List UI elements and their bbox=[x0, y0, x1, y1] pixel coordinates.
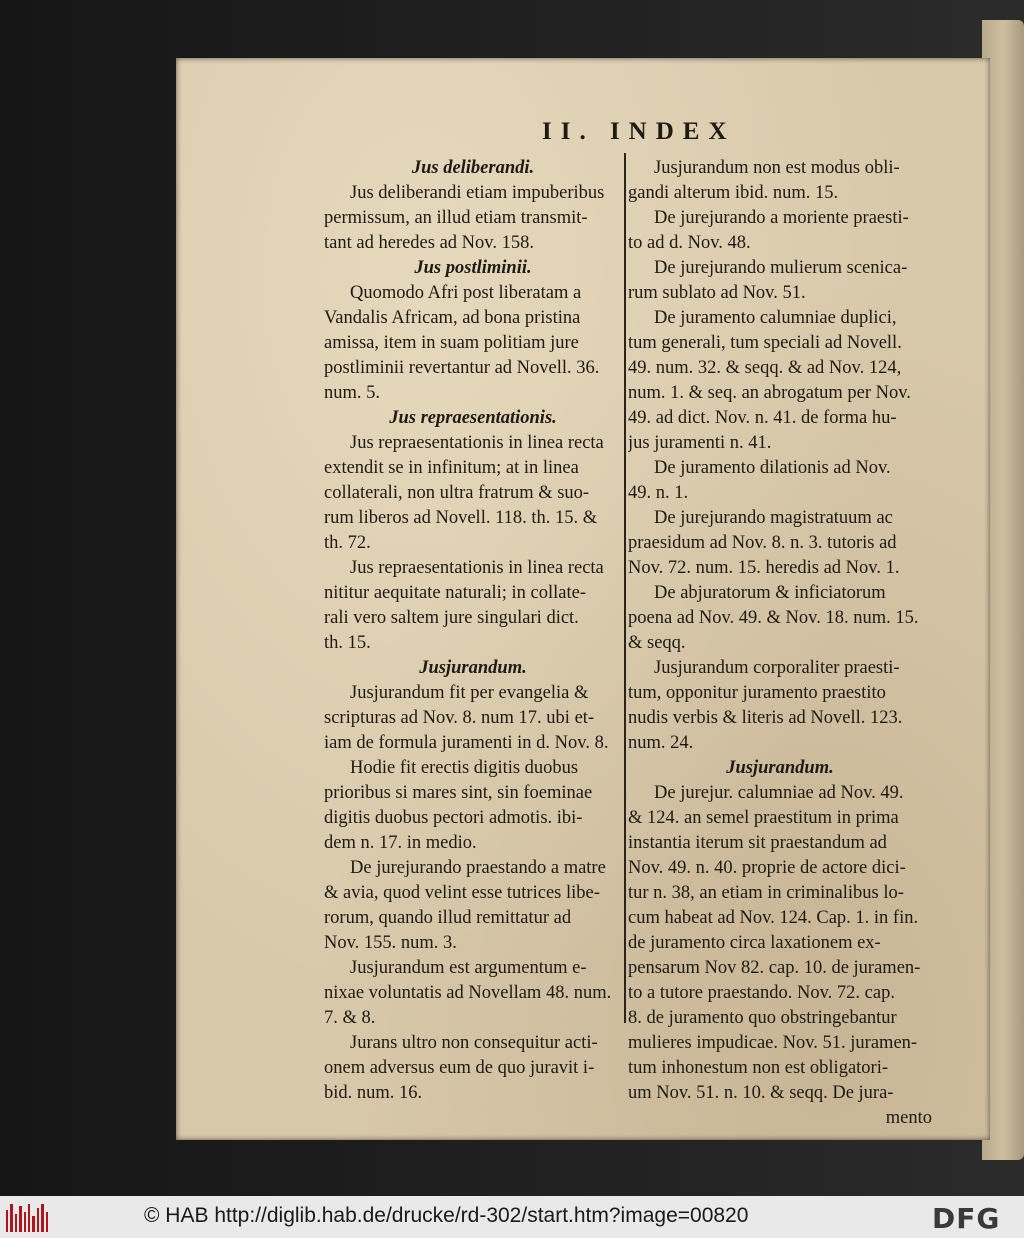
text-line: extendit se in infinitum; at in linea bbox=[324, 458, 579, 478]
text-line: prioribus si mares sint, sin foeminae bbox=[324, 783, 593, 803]
left-column bbox=[324, 156, 622, 1106]
text-line: th. 72. bbox=[324, 533, 371, 553]
section-heading: Jus deliberandi. bbox=[411, 158, 535, 178]
text-line: De juramento calumniae duplici, bbox=[654, 308, 897, 328]
text-line: 49. num. 32. & seqq. & ad Nov. 124, bbox=[628, 358, 902, 378]
text-line: num. 5. bbox=[324, 383, 381, 403]
text-line: Jusjurandum corporaliter praesti- bbox=[654, 658, 900, 678]
text-line: Hodie fit erectis digitis duobus bbox=[350, 758, 579, 778]
text-line: Vandalis Africam, ad bona pristina bbox=[324, 308, 581, 328]
text-line: th. 15. bbox=[324, 633, 371, 653]
text-line: tum generali, tum speciali ad Novell. bbox=[628, 333, 902, 353]
text-line: onem adversus eum de quo juravit i- bbox=[324, 1058, 595, 1078]
section-heading: Jusjurandum. bbox=[726, 758, 834, 778]
text-line: 7. & 8. bbox=[324, 1008, 376, 1028]
text-line: nudis verbis & literis ad Novell. 123. bbox=[628, 708, 903, 728]
text-line: De abjuratorum & inficiatorum bbox=[654, 583, 886, 603]
text-line: num. 24. bbox=[628, 733, 694, 753]
text-line: & seqq. bbox=[628, 633, 686, 653]
text-line: pensarum Nov 82. cap. 10. de juramen- bbox=[628, 958, 921, 978]
text-line: jus juramenti n. 41. bbox=[628, 433, 772, 453]
text-line: Nov. 72. num. 15. heredis ad Nov. 1. bbox=[628, 558, 900, 578]
dfg-logo: DFG bbox=[932, 1202, 1001, 1235]
text-line: & 124. an semel praestitum in prima bbox=[628, 808, 899, 828]
text-line: 49. ad dict. Nov. n. 41. de forma hu- bbox=[628, 408, 897, 428]
text-line: de juramento circa laxationem ex- bbox=[628, 933, 881, 953]
text-line: dem n. 17. in medio. bbox=[324, 833, 477, 853]
section-heading: Jusjurandum. bbox=[419, 658, 527, 678]
running-head: II. INDEX bbox=[542, 118, 736, 145]
text-line: De juramento dilationis ad Nov. bbox=[654, 458, 891, 478]
footer-bar bbox=[0, 1196, 1024, 1238]
text-line: tant ad heredes ad Nov. 158. bbox=[324, 233, 534, 253]
text-line: collaterali, non ultra fratrum & suo- bbox=[324, 483, 590, 503]
text-line: Jus repraesentationis in linea recta bbox=[350, 433, 604, 453]
text-line: scripturas ad Nov. 8. num 17. ubi et- bbox=[324, 708, 595, 728]
text-line: & avia, quod velint esse tutrices libe- bbox=[324, 883, 600, 903]
text-line: Jusjurandum non est modus obli- bbox=[654, 158, 900, 178]
text-line: bid. num. 16. bbox=[324, 1083, 423, 1103]
text-line: tum inhonestum non est obligatori- bbox=[628, 1058, 889, 1078]
text-line: mulieres impudicae. Nov. 51. juramen- bbox=[628, 1033, 918, 1053]
text-line: De jurejurando praestando a matre bbox=[350, 858, 606, 878]
catchword: mento bbox=[885, 1108, 932, 1128]
text-line: Jus deliberandi etiam impuberibus bbox=[350, 183, 605, 203]
text-line: tur n. 38, an etiam in criminalibus lo- bbox=[628, 883, 904, 903]
text-line: digitis duobus pectori admotis. ibi- bbox=[324, 808, 583, 828]
text-line: De jurejurando magistratuum ac bbox=[654, 508, 893, 528]
hab-logo-icon bbox=[6, 1204, 48, 1232]
text-line: nititur aequitate naturali; in collate- bbox=[324, 583, 586, 603]
text-line: praesidum ad Nov. 8. n. 3. tutoris ad bbox=[628, 533, 897, 553]
text-line: rum sublato ad Nov. 51. bbox=[628, 283, 806, 303]
text-line: 8. de juramento quo obstringebantur bbox=[628, 1008, 897, 1028]
text-line: permissum, an illud etiam transmit- bbox=[324, 208, 588, 228]
section-heading: Jus repraesentationis. bbox=[389, 408, 557, 428]
text-line: amissa, item in suam politiam jure bbox=[324, 333, 579, 353]
text-line: Jurans ultro non consequitur acti- bbox=[350, 1033, 598, 1053]
text-line: iam de formula juramenti in d. Nov. 8. bbox=[324, 733, 609, 753]
text-line: Jusjurandum fit per evangelia & bbox=[350, 683, 589, 703]
right-column bbox=[628, 156, 932, 1131]
text-line: cum habeat ad Nov. 124. Cap. 1. in fin. bbox=[628, 908, 919, 928]
text-line: to ad d. Nov. 48. bbox=[628, 233, 751, 253]
column-divider bbox=[624, 153, 626, 1023]
text-line: De jurejur. calumniae ad Nov. 49. bbox=[654, 783, 904, 803]
text-line: num. 1. & seq. an abrogatum per Nov. bbox=[628, 383, 911, 403]
text-line: 49. n. 1. bbox=[628, 483, 689, 503]
text-line: De jurejurando a moriente praesti- bbox=[654, 208, 909, 228]
copyright-url-text[interactable]: © HAB http://diglib.hab.de/drucke/rd-302/start.htm?image=00820 bbox=[144, 1204, 749, 1227]
book-page bbox=[176, 58, 990, 1140]
text-line: to a tutore praestando. Nov. 72. cap. bbox=[628, 983, 895, 1003]
text-line: De jurejurando mulierum scenica- bbox=[654, 258, 908, 278]
text-line: poena ad Nov. 49. & Nov. 18. num. 15. bbox=[628, 608, 919, 628]
text-line: postliminii revertantur ad Novell. 36. bbox=[324, 358, 600, 378]
text-line: tum, opponitur juramento praestito bbox=[628, 683, 886, 703]
text-line: rum liberos ad Novell. 118. th. 15. & bbox=[324, 508, 598, 528]
text-line: instantia iterum sit praestandum ad bbox=[628, 833, 887, 853]
text-line: gandi alterum ibid. num. 15. bbox=[628, 183, 839, 203]
text-line: Nov. 155. num. 3. bbox=[324, 933, 457, 953]
text-line: rorum, quando illud remittatur ad bbox=[324, 908, 572, 928]
text-line: rali vero saltem jure singulari dict. bbox=[324, 608, 579, 628]
text-line: um Nov. 51. n. 10. & seqq. De jura- bbox=[628, 1083, 894, 1103]
text-line: Quomodo Afri post liberatam a bbox=[350, 283, 582, 303]
text-line: nixae voluntatis ad Novellam 48. num. bbox=[324, 983, 612, 1003]
section-heading: Jus postliminii. bbox=[414, 258, 532, 278]
text-line: Nov. 49. n. 40. proprie de actore dici- bbox=[628, 858, 906, 878]
text-line: Jusjurandum est argumentum e- bbox=[350, 958, 587, 978]
text-line: Jus repraesentationis in linea recta bbox=[350, 558, 604, 578]
